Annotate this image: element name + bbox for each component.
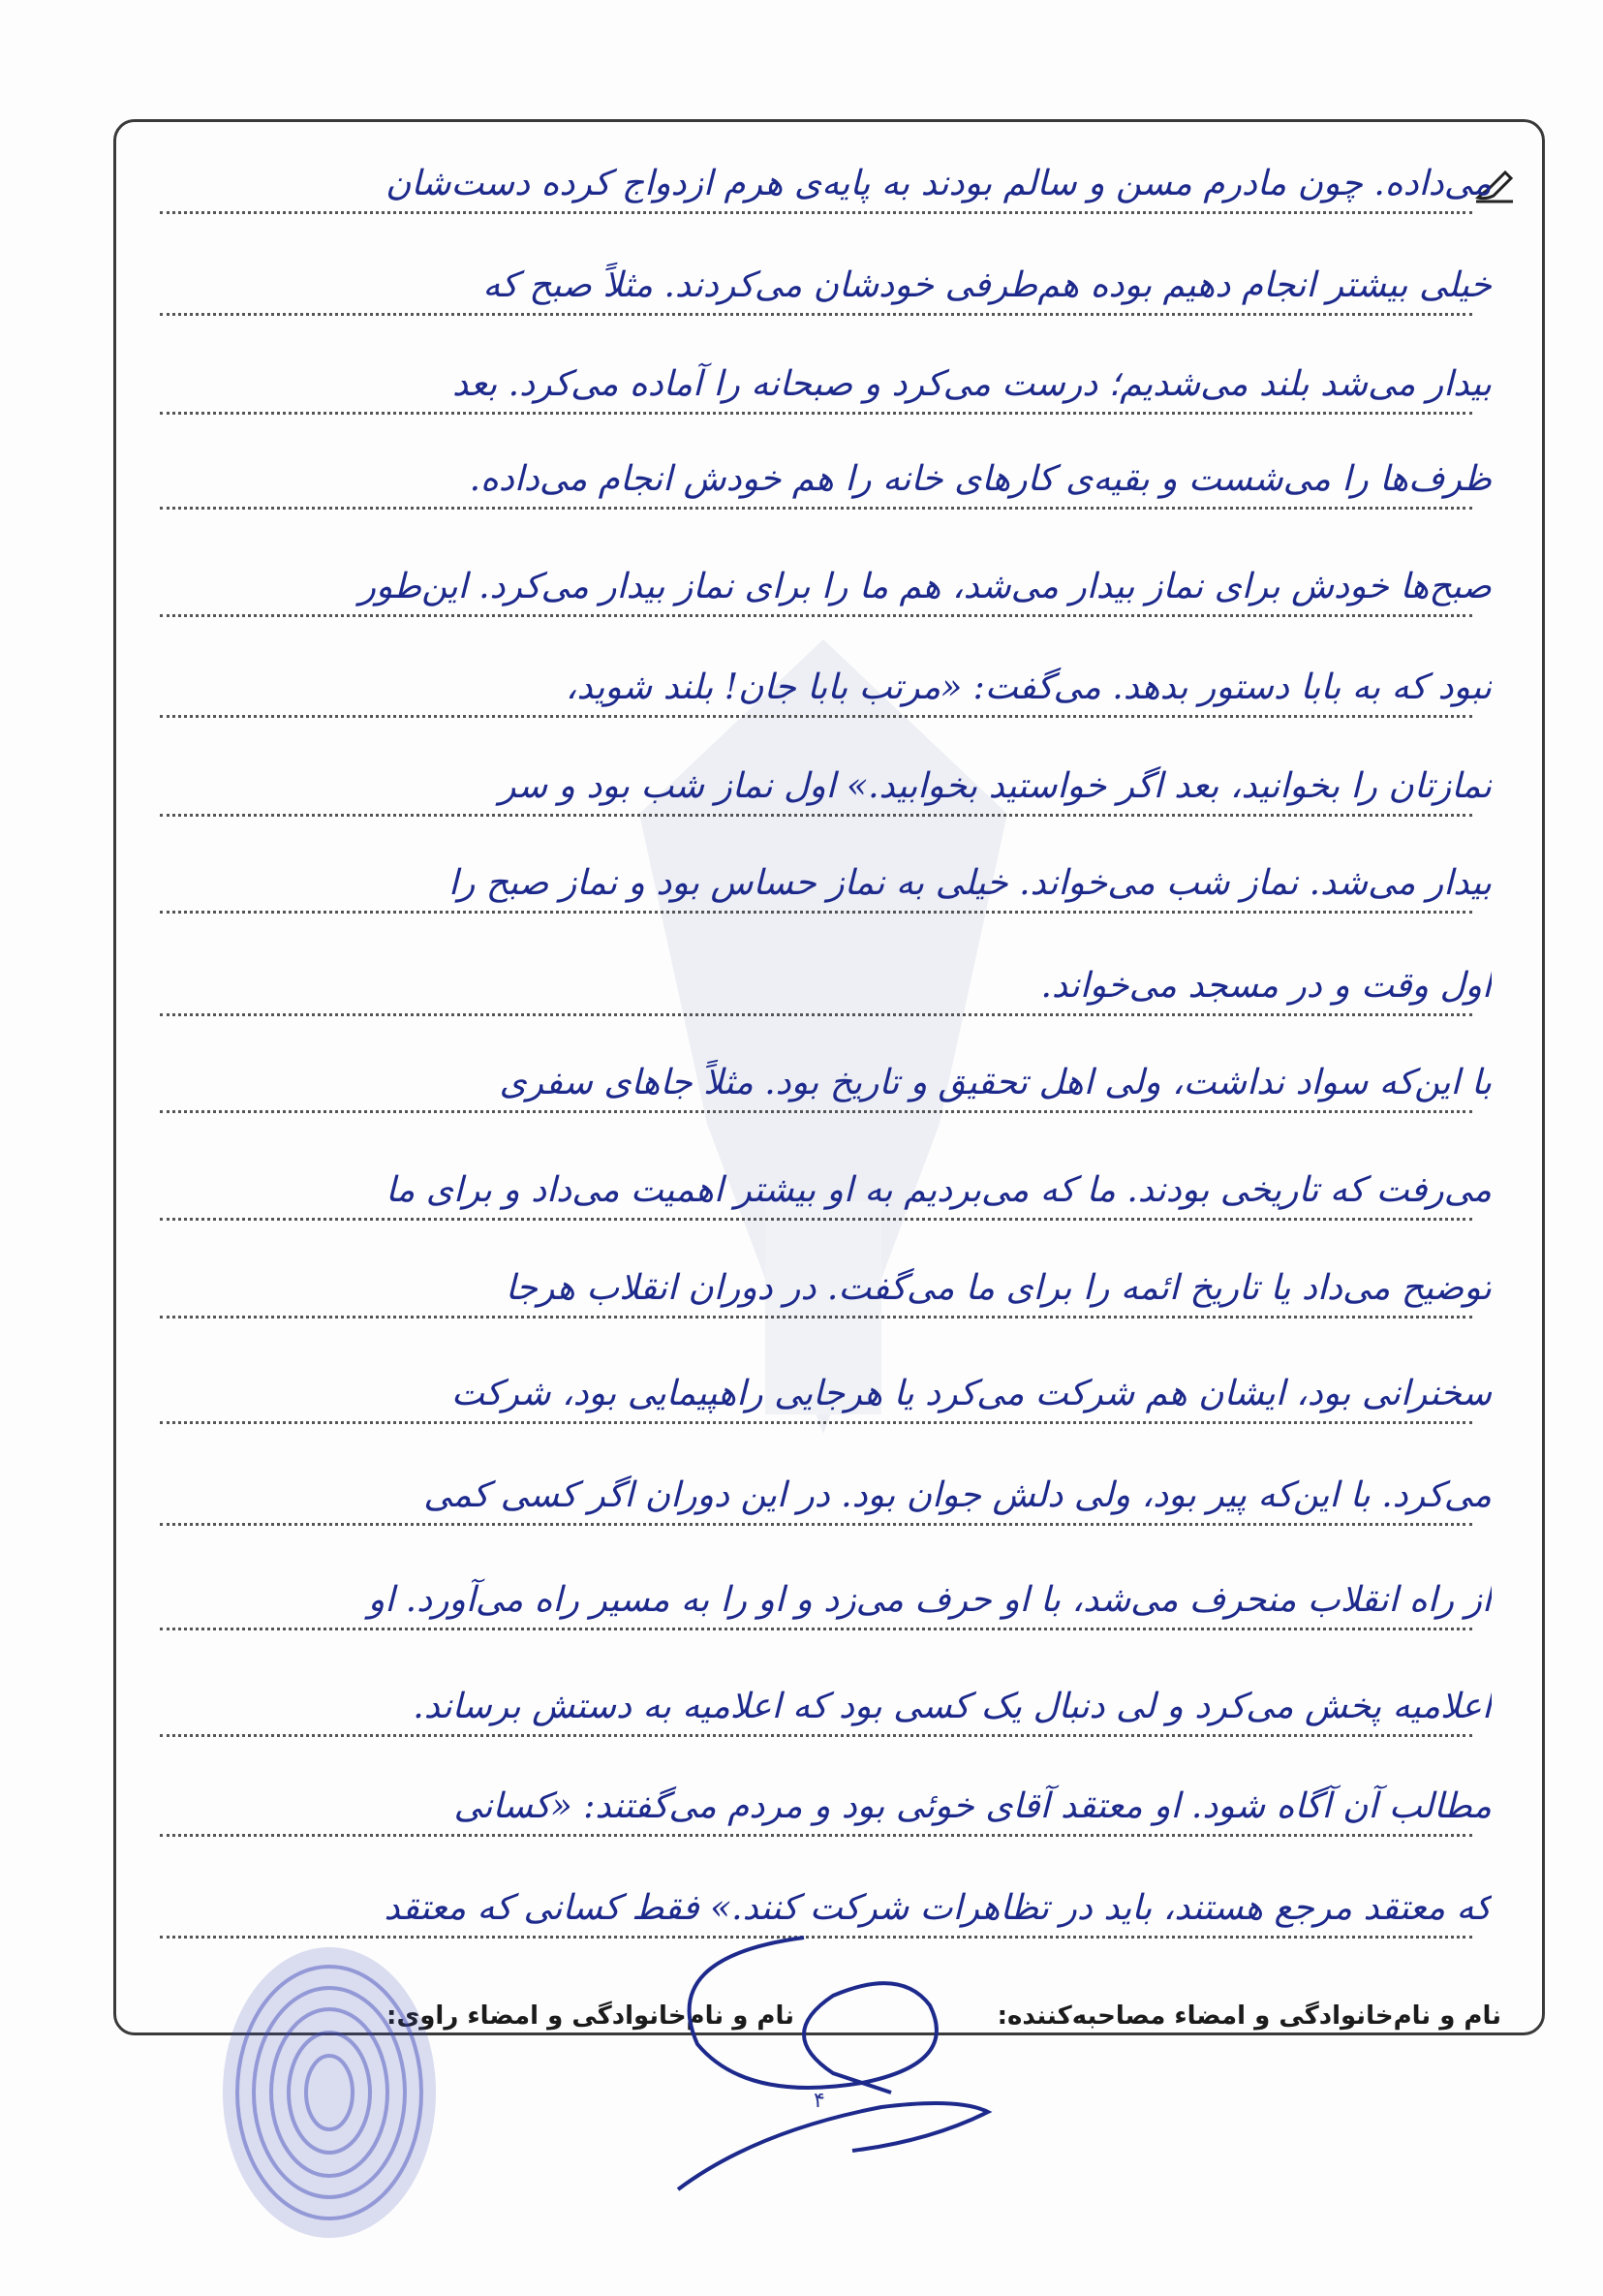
handwritten-line: می‌کرد. با این‌که پیر بود، ولی دلش جوان بود. در این دوران اگر کسی کمی: [423, 1475, 1492, 1515]
interviewer-signature-label: نام و نام‌خانوادگی و امضاء مصاحبه‌کننده:: [997, 2001, 1501, 2031]
handwritten-line: نبود که به بابا دستور بدهد. می‌گفت: «مرتب بابا جان! بلند شوید،: [565, 667, 1492, 707]
signature-mark: [639, 1899, 1007, 2218]
handwritten-line: که معتقد مرجع هستند، باید در تظاهرات شرکت کنند.» فقط کسانی که معتقد: [384, 1888, 1492, 1928]
handwritten-line: بیدار می‌شد بلند می‌شدیم؛ درست می‌کرد و صبحانه را آماده می‌کرد. بعد: [451, 364, 1492, 404]
handwritten-line: می‌داده. چون مادرم مسن و سالم بودند به پایه‌ی هرم ازدواج کرده دست‌شان: [385, 164, 1492, 203]
handwritten-line: اعلامیه پخش می‌کرد و لی دنبال یک کسی بود که اعلامیه به دستش برساند.: [413, 1687, 1492, 1726]
handwritten-line: بیدار می‌شد. نماز شب می‌خواند. خیلی به نماز حساس بود و نماز صبح را: [447, 863, 1492, 903]
handwritten-line: صبح‌ها خودش برای نماز بیدار می‌شد، هم ما را برای نماز بیدار می‌کرد. این‌طور: [358, 567, 1492, 606]
handwritten-line: با این‌که سواد نداشت، ولی اهل تحقیق و تاریخ بود. مثلاً جاهای سفری: [499, 1063, 1492, 1102]
handwritten-line: ظرف‌ها را می‌شست و بقیه‌ی کارهای خانه را هم خودش انجام می‌داده.: [469, 459, 1492, 499]
fingerprint-mark: [208, 1933, 460, 2243]
handwritten-line: سخنرانی بود، ایشان هم شرکت می‌کرد یا هرجایی راهپیمایی بود، شرکت: [451, 1374, 1492, 1413]
handwritten-line: اول وقت و در مسجد می‌خواند.: [1040, 966, 1492, 1006]
handwritten-line: توضیح می‌داد یا تاریخ ائمه را برای ما می‌گفت. در دوران انقلاب هرجا: [505, 1268, 1492, 1308]
page-number: ۴: [814, 2089, 825, 2113]
handwritten-line: از راه انقلاب منحرف می‌شد، با او حرف می‌زد و او را به مسیر راه می‌آورد. او: [367, 1580, 1492, 1620]
handwritten-line: مطالب آن آگاه شود. او معتقد آقای خوئی بود و مردم می‌گفتند: «کسانی: [453, 1786, 1492, 1826]
handwritten-line: نمازتان را بخوانید، بعد اگر خواستید بخوابید.» اول نماز شب بود و سر: [499, 766, 1492, 806]
handwritten-line: خیلی بیشتر انجام دهیم بوده هم‌طرفی خودشان می‌کردند. مثلاً صبح که: [482, 265, 1492, 305]
narrator-signature-label: نام و نام‌خانوادگی و امضاء راوی:: [386, 2001, 794, 2031]
handwritten-line: می‌رفت که تاریخی بودند. ما که می‌بردیم به او بیشتر اهمیت می‌داد و برای ما: [385, 1170, 1492, 1210]
